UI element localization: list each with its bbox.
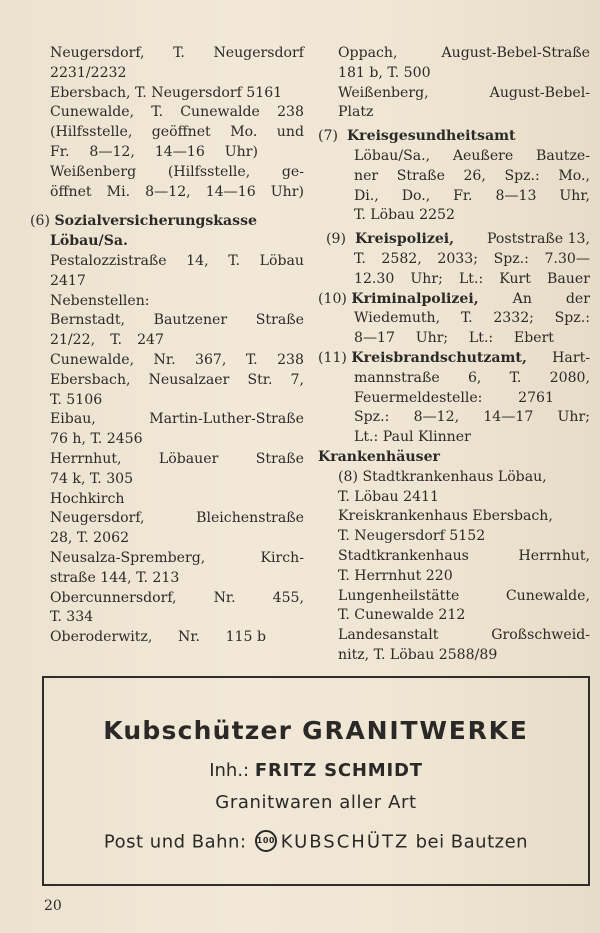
entry-line: Wiedemuth, T. 2332; Spz.: — [354, 310, 590, 327]
entry-line: 2231/2232 — [50, 64, 127, 81]
page-number: 20 — [44, 898, 62, 914]
entry-line: Weißenberg, August-Bebel- — [338, 84, 590, 101]
entry-line: Cunewalde, T. Cunewalde 238 — [50, 104, 304, 121]
entry-line: Nebenstellen: — [50, 292, 150, 309]
advertisement-goods: Granitwaren aller Art — [215, 792, 417, 813]
entry-line: T. Löbau 2252 — [354, 207, 455, 224]
right-column — [318, 44, 590, 666]
entry-line: Oppach, August-Bebel-Straße — [338, 45, 590, 61]
entry-line: Hochkirch — [50, 490, 125, 507]
entry-line: 28, T. 2062 — [50, 530, 130, 547]
entry-line: Herrnhut, Löbauer Straße — [50, 450, 304, 467]
telephone-symbol-icon: 100 — [255, 830, 277, 852]
section-heading: (7) Kreisgesundheitsamt — [318, 128, 516, 145]
entry-line: T. 334 — [50, 609, 94, 626]
entry-line: Kreiskrankenhaus Ebersbach, — [338, 508, 553, 525]
entry-line: (8) Stadtkrankenhaus Löbau, — [338, 468, 547, 485]
section-heading: (9) Kreispolizei, Poststraße 13, — [326, 231, 590, 248]
advertisement-title: Kubschützer GRANITWERKE — [103, 716, 529, 745]
entry-line: Obercunnersdorf, Nr. 455, — [50, 589, 304, 606]
entry-line: (Hilfsstelle, geöffnet Mo. und — [50, 124, 304, 141]
entry-line: Cunewalde, Nr. 367, T. 238 — [50, 351, 304, 368]
entry-line: T. Löbau 2411 — [338, 488, 439, 505]
entry-line: T. 2582, 2033; Spz.: 7.30— — [354, 250, 590, 267]
entry-line: 8—17 Uhr; Lt.: Ebert — [354, 330, 554, 347]
entry-line: mannstraße 6, T. 2080, — [354, 369, 590, 386]
entry-line: Weißenberg (Hilfsstelle, ge- — [50, 163, 304, 180]
section-heading: (10) Kriminalpolizei, An der — [318, 290, 590, 307]
section-heading: (11) Kreisbrandschutzamt, Hart- — [318, 349, 590, 366]
left-column — [30, 44, 304, 648]
entry-line: 2417 — [50, 272, 86, 289]
section-heading: Krankenhäuser — [318, 448, 440, 465]
entry-line: Platz — [338, 104, 374, 121]
entry-line: Löbau/Sa., Aeußere Bautze- — [354, 147, 590, 164]
entry-line: 12.30 Uhr; Lt.: Kurt Bauer — [354, 270, 590, 287]
advertisement-box — [42, 676, 590, 886]
entry-line: Eibau, Martin-Luther-Straße — [50, 411, 304, 428]
advertisement-owner: Inh.: FRITZ SCHMIDT — [209, 760, 423, 781]
entry-line: Landesanstalt Großschweid- — [338, 627, 590, 644]
section-city: Löbau/Sa. — [50, 233, 128, 250]
entry-line: nitz, T. Löbau 2588/89 — [338, 646, 498, 663]
entry-line: Stadtkrankenhaus Herrnhut, — [338, 547, 590, 564]
section-heading: (6) Sozialversicherungskasse — [30, 213, 257, 230]
entry-line: T. 5106 — [50, 391, 103, 408]
entry-line: ner Straße 26, Spz.: Mo., — [354, 167, 590, 184]
entry-line: Oberoderwitz, Nr. 115 b — [50, 629, 266, 646]
entry-line: Ebersbach, Neusalzaer Str. 7, — [50, 371, 304, 388]
entry-line: Pestalozzistraße 14, T. Löbau — [50, 252, 304, 269]
entry-line: Lt.: Paul Klinner — [354, 429, 471, 446]
entry-line: Neusalza-Spremberg, Kirch- — [50, 549, 304, 566]
entry-line: Bernstadt, Bautzener Straße — [50, 312, 304, 329]
entry-line: T. Neugersdorf 5152 — [338, 528, 486, 545]
entry-line: 181 b, T. 500 — [338, 64, 431, 81]
entry-line: Di., Do., Fr. 8—13 Uhr, — [354, 187, 590, 204]
entry-line: Ebersbach, T. Neugersdorf 5161 — [50, 84, 283, 101]
entry-line: 76 h, T. 2456 — [50, 431, 143, 448]
entry-line: Neugersdorf, Bleichenstraße — [50, 510, 304, 527]
entry-line: Feuermeldestelle: 2761 — [354, 389, 554, 406]
entry-line: straße 144, T. 213 — [50, 569, 180, 586]
entry-line: T. Herrnhut 220 — [338, 567, 453, 584]
entry-line: Lungenheilstätte Cunewalde, — [338, 587, 590, 604]
entry-line: Fr. 8—12, 14—16 Uhr) — [50, 143, 258, 160]
entry-line: 74 k, T. 305 — [50, 470, 134, 487]
entry-line: Spz.: 8—12, 14—17 Uhr; — [354, 409, 590, 426]
entry-line: T. Cunewalde 212 — [338, 607, 466, 624]
entry-line: öffnet Mi. 8—12, 14—16 Uhr) — [50, 183, 304, 200]
advertisement-address: Post und Bahn: 100 KUBSCHÜTZ bei Bautzen — [103, 831, 529, 853]
entry-line: 21/22, T. 247 — [50, 332, 164, 349]
entry-line: Neugersdorf, T. Neugersdorf — [50, 45, 304, 61]
